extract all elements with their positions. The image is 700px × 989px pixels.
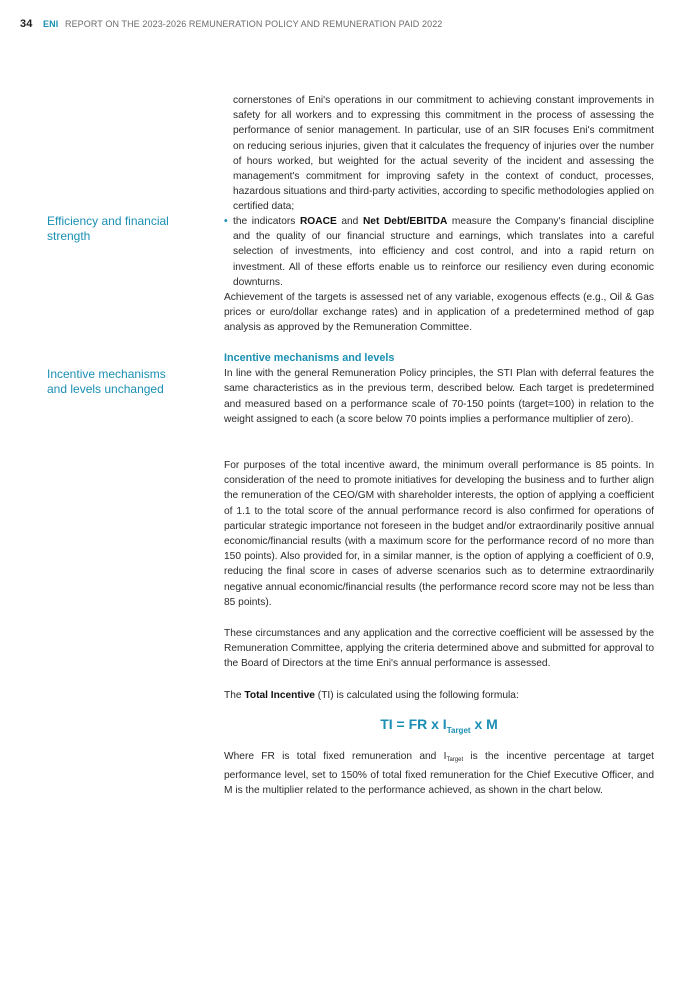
bullet-text-and: and [336, 216, 363, 227]
sidebar-incentive-heading [47, 367, 197, 397]
bullet-text-post: measure the Company's financial discipline and the quality of our financial structure and earnings, which translates into a careful selection of investments, into efficiency and cost control, and into a rapid return on investment. All of these efforts enable us to reinforce our resiliency even during economic downturns. [233, 216, 655, 288]
achievement-section [224, 290, 654, 336]
sidebar-incentive-line1: Incentive mechanisms [47, 367, 166, 381]
formula-end: x M [470, 716, 498, 732]
brand-name: ENI [43, 19, 59, 29]
purposes-section [224, 458, 654, 610]
report-title: REPORT ON THE 2023-2026 REMUNERATION POLICY AND REMUNERATION PAID 2022 [64, 19, 443, 29]
bullet-marker: • [224, 216, 228, 227]
purposes-paragraph: For purposes of the total incentive award, the minimum overall performance is 85 points. In consideration of the need to promote initiatives for developing the business and to further align the remuneration of the CEO/GM with shareholder interests, the option of applying a coefficient of 1.1 to the total score of the annual performance record is also confirmed for operations of particular strategic importance not foreseen in the budget and/or extraordinarily positive annual economic/financial results (with a maximum score for the performance record of no more than 150 points). Also provided for, in a similar manner, is the option of applying a coefficient of 0.9, reducing the final score in cases of adverse scenarios such as to determine extraordinarily negative annual economic/financial results (the performance record score may not be less than 85 points). [224, 460, 654, 608]
total-incentive-formula [224, 716, 654, 735]
achievement-paragraph: Achievement of the targets is assessed net of any variable, exogenous effects (e.g., Oil & Gas prices or euro/dollar exchange rates) and in application of a predetermined method of gap analysis as approved by the Remuneration Committee. [224, 292, 654, 334]
where-subscript: Target [446, 757, 464, 763]
circumstances-section [224, 626, 654, 672]
formula-subscript: Target [446, 725, 471, 735]
ti-pre: The [224, 690, 245, 701]
in-line-paragraph: In line with the general Remuneration Policy principles, the STI Plan with deferral features the same characteristics as in the previous term, described below. Each target is predetermined and measured based on a performance scale of 70-150 points (target=100) in relation to the weight assigned to each (a score below 70 points implies a performance multiplier of zero). [224, 368, 654, 425]
incentive-section [224, 351, 654, 427]
page-number: 34 [20, 18, 33, 30]
formula-main: TI = FR x I [380, 716, 447, 732]
bullet-item-roace [224, 214, 654, 290]
bullet-text [233, 214, 654, 290]
where-paragraph [224, 749, 654, 799]
ti-post: (TI) is calculated using the following formula: [314, 690, 519, 701]
continuation-paragraph: cornerstones of Eni's operations in our commitment to achieving constant improvements in safety for all workers and to expressing this commitment in the process of assessing the performance of senior management. In particular, use of an SIR focuses Eni's commitment on reducing serious injuries, given that it calculates the frequency of injuries over the number of hours worked, but weighted for the actual severity of the incident and assessing the management's commitment for improving safety in the context of conduct, processes, hazardous situations and third-party activities, according to specific methodologies applied on certified data; [233, 95, 654, 213]
where-post: is the incentive percentage at target performance level, set to 150% of total fixed remuneration for the Chief Executive Officer, and M is the multiplier related to the performance achieved, as shown in the chart below. [224, 751, 654, 797]
total-incentive-term: Total Incentive [244, 690, 315, 701]
sidebar-incentive-line2: and levels unchanged [47, 382, 164, 396]
bullet-text-pre: the indicators [233, 216, 300, 227]
net-debt-ebitda-term: Net Debt/EBITDA [362, 216, 448, 227]
where-pre: Where FR is total fixed remuneration and I [224, 751, 447, 762]
incentive-subheading: Incentive mechanisms and levels [224, 352, 395, 364]
sidebar-efficiency-line1: Efficiency and financial [47, 214, 169, 228]
where-section [224, 749, 654, 799]
total-incentive-paragraph [224, 688, 654, 703]
sidebar-efficiency-line2: strength [47, 229, 91, 243]
roace-term: ROACE [299, 216, 337, 227]
page-header [20, 18, 442, 30]
circumstances-paragraph: These circumstances and any application and the corrective coefficient will be assessed by the Remuneration Committee, applying the criteria determined above and submitted for approval to the Board of Directors at the time Eni's annual performance is assessed. [224, 628, 654, 670]
sidebar-efficiency-heading [47, 214, 197, 244]
total-incentive-intro [224, 688, 654, 703]
